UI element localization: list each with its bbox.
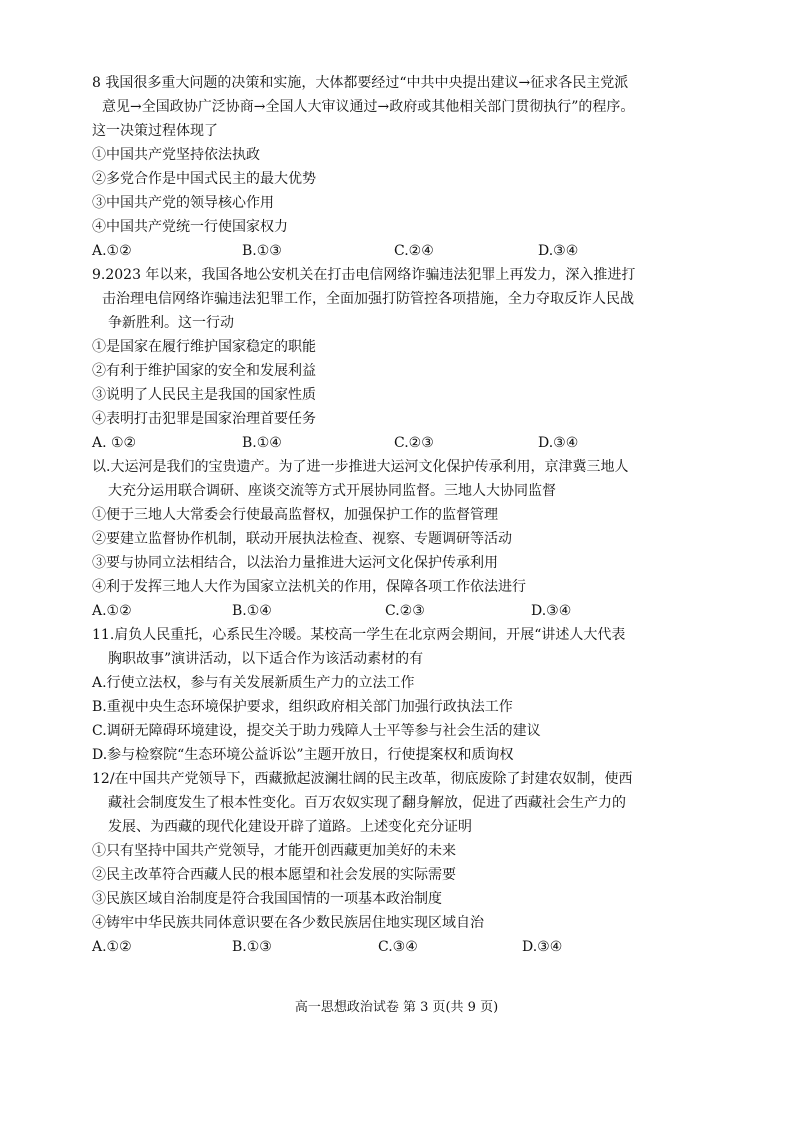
option-c: C.②④ [394, 243, 434, 259]
statement-item: ①便于三地人大常委会行使最高监督权，加强保护工作的监督管理 [92, 507, 498, 523]
answer-options [92, 599, 732, 623]
option-b: B.重视中央生态环境保护要求，组织政府相关部门加强行政执法工作 [92, 699, 513, 715]
page-footer: 高一思想政治试卷 第 3 页(共 9 页) [294, 1000, 499, 1015]
statement-item: ②民主改革符合西藏人民的根本愿望和社会发展的实际需要 [92, 867, 456, 883]
statement-item: ③要与协同立法相结合，以法治力量推进大运河文化保护传承利用 [92, 555, 498, 571]
question-9 [92, 263, 732, 455]
question-stem-line: 以.大运河是我们的宝贵遗产。为了进一步推进大运河文化保护传承利用，京津冀三地人 [92, 459, 629, 475]
statement-item: ②多党合作是中国式民主的最大优势 [92, 171, 316, 187]
option-a: A.①② [92, 939, 132, 955]
statement-item: ④利于发挥三地人大作为国家立法机关的作用，保障各项工作依法进行 [92, 579, 526, 595]
answer-options [92, 431, 732, 455]
question-stem-line: 12/在中国共产党领导下，西藏掀起波澜壮阔的民主改革，彻底废除了封建农奴制，使西 [92, 771, 633, 787]
statement-item: ①是国家在履行维护国家稳定的职能 [92, 339, 316, 355]
option-b: B.①③ [232, 939, 272, 955]
option-d: D.③④ [538, 243, 579, 259]
option-b: B.①③ [242, 243, 282, 259]
statement-item: ③民族区域自治制度是符合我国国情的一项基本政治制度 [92, 891, 442, 907]
option-d: D.③④ [522, 939, 563, 955]
question-stem-line: 争新胜利。这一行动 [108, 315, 234, 331]
option-a: A.行使立法权，参与有关发展新质生产力的立法工作 [92, 675, 415, 691]
answer-options [92, 935, 732, 959]
option-c: C.③④ [378, 939, 418, 955]
question-stem-line: 藏社会制度发生了根本性变化。百万农奴实现了翻身解放，促进了西藏社会生产力的 [108, 795, 626, 811]
answer-options [92, 239, 732, 263]
statement-item: ②要建立监督协作机制，联动开展执法检查、视察、专题调研等活动 [92, 531, 512, 547]
statement-item: ④中国共产党统一行使国家权力 [92, 219, 288, 235]
question-stem-line: 这一决策过程体现了 [92, 123, 218, 139]
option-a: A. ①② [92, 435, 137, 451]
option-b: B.①④ [242, 435, 282, 451]
option-c: C.②③ [394, 435, 434, 451]
statement-item: ②有利于维护国家的安全和发展利益 [92, 363, 316, 379]
option-d: D.③④ [531, 603, 572, 619]
option-d: D.参与检察院“生态环境公益诉讼”主题开放日，行使提案权和质询权 [92, 747, 514, 763]
option-c: C.②③ [385, 603, 425, 619]
option-a: A.①② [92, 603, 132, 619]
question-stem-line: 胸职故事”演讲活动，以下适合作为该活动素材的有 [108, 651, 424, 667]
question-stem-line: 击治理电信网络诈骗违法犯罪工作，全面加强打防管控各项措施，全力夺取反诈人民战 [102, 291, 634, 307]
question-stem-line: 意见→全国政协广泛协商→全国人大审议通过→政府或其他相关部门贯彻执行”的程序。 [102, 99, 635, 115]
option-c: C.调研无障碍环境建设，提交关于助力残障人士平等参与社会生活的建议 [92, 723, 541, 739]
option-d: D.③④ [538, 435, 579, 451]
question-stem-line: 9.2023 年以来，我国各地公安机关在打击电信网络诈骗违法犯罪上再发力，深入推进打 [92, 267, 636, 283]
statement-item: ③中国共产党的领导核心作用 [92, 195, 274, 211]
question-stem-line: 8 我国很多重大问题的决策和实施，大体都要经过“中共中央提出建议→征求各民主党派 [92, 75, 629, 91]
question-stem-line: 大充分运用联合调研、座谈交流等方式开展协同监督。三地人大协同监督 [108, 483, 556, 499]
statement-item: ③说明了人民民主是我国的国家性质 [92, 387, 316, 403]
question-12 [92, 767, 732, 959]
statement-item: ①只有坚持中国共产党领导，才能开创西藏更加美好的未来 [92, 843, 456, 859]
question-stem-line: 11.肩负人民重托，心系民生冷暖。某校高一学生在北京两会期间，开展“讲述人大代表 [92, 627, 626, 643]
statement-item: ④表明打击犯罪是国家治理首要任务 [92, 411, 316, 427]
statement-item: ①中国共产党坚持依法执政 [92, 147, 260, 163]
question-10 [92, 455, 732, 623]
statement-item: ④铸牢中华民族共同体意识要在各少数民族居住地实现区域自治 [92, 915, 484, 931]
option-a: A.①② [92, 243, 132, 259]
question-stem-line: 发展、为西藏的现代化建设开辟了道路。上述变化充分证明 [108, 819, 472, 835]
option-b: B.①④ [232, 603, 272, 619]
question-11 [92, 623, 732, 767]
question-8 [92, 71, 732, 263]
